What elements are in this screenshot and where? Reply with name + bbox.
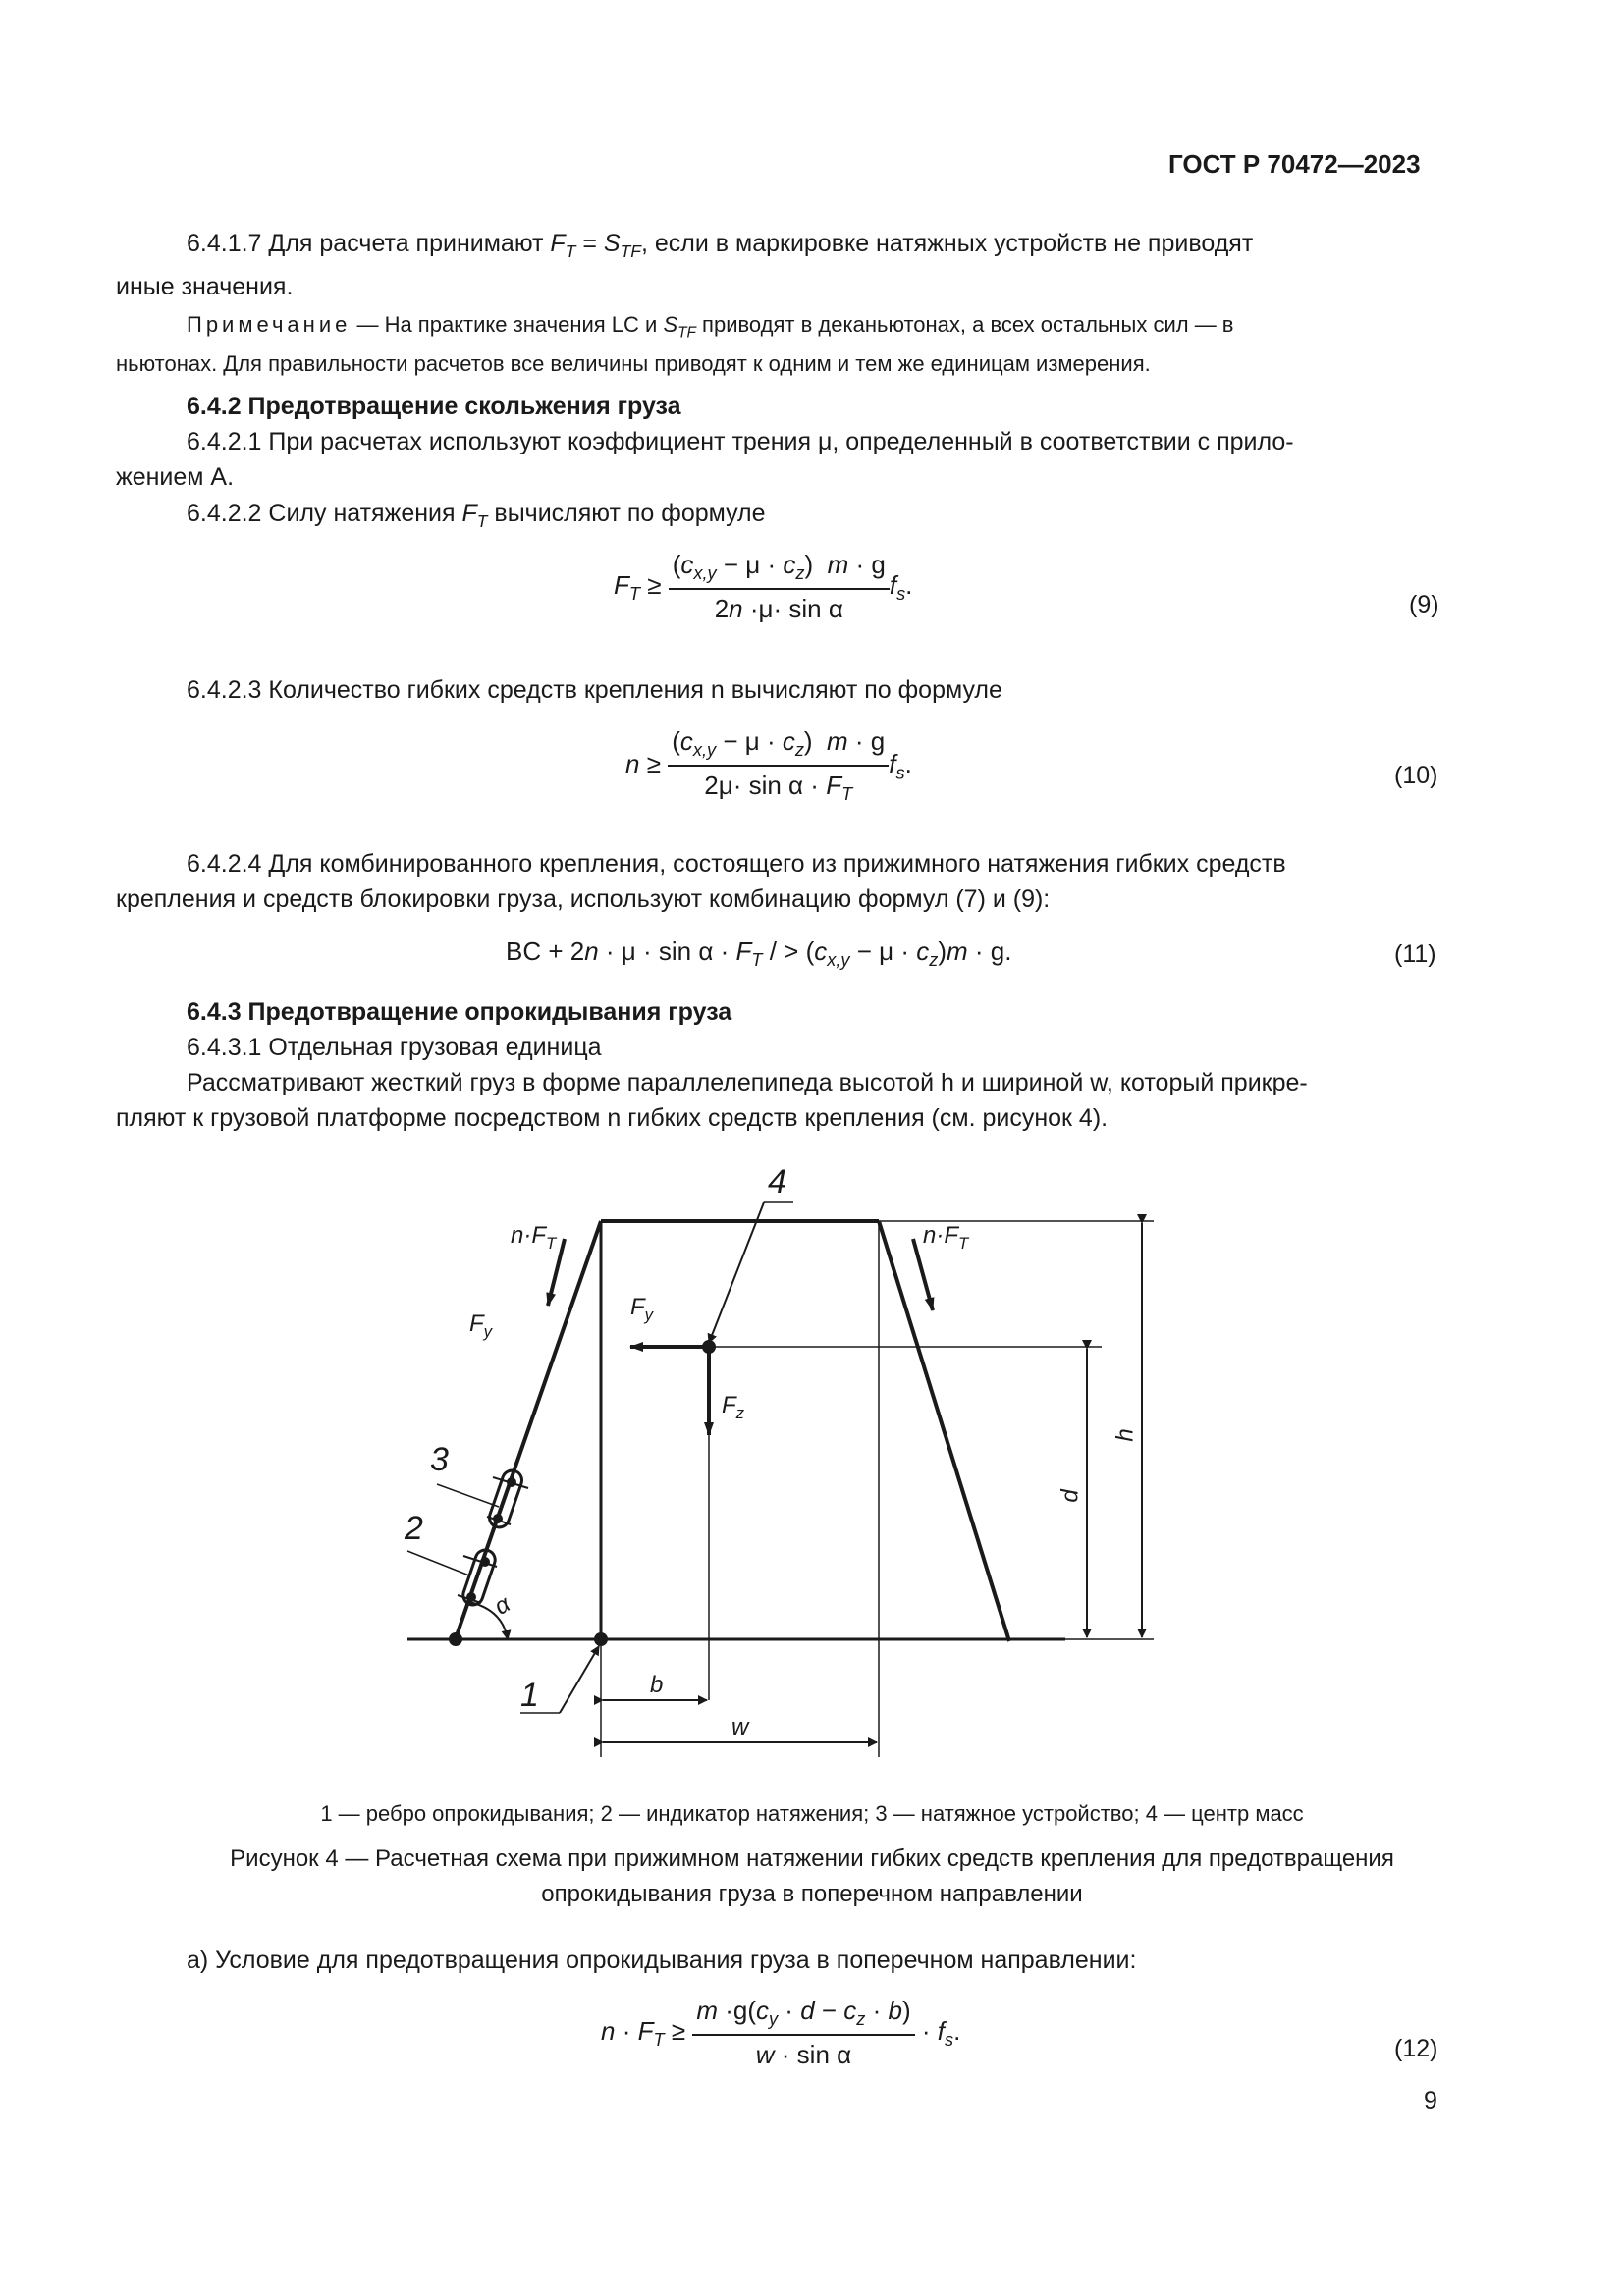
paragraph-6431: 6.4.3.1 Отдельная грузовая единица [187, 1034, 602, 1061]
formula-10: n ≥ $\frac{(c_{x,y} - \mu \cdot c_z) m \cdot g}{2\mu\cdot \sin \alpha \cdot F_T}$ $f_s$. [625, 726, 912, 805]
note-label: Примечание [187, 312, 352, 337]
note: Примечание — На практике значения LC и $S_{TF}$ приводят в деканьютонах, а всех остальных сил — в ньютонах. Для правильности расчетов все величины приводят к одним и тем же единицам измерения. [116, 312, 1234, 377]
tipping-edge-point [594, 1632, 608, 1646]
callout-1: 1 [520, 1677, 539, 1714]
figure-legend: 1 — ребро опрокидывания; 2 — индикатор натяжения; 3 — натяжное устройство; 4 — центр масс [320, 1801, 1304, 1826]
formula-9-number: (9) [1409, 591, 1439, 618]
label-d: d [1056, 1489, 1084, 1503]
label-nft-right: $n\cdot F_T$ [923, 1222, 969, 1253]
label-fy-top: $F_y$ [630, 1294, 654, 1324]
callout-2: 2 [405, 1510, 423, 1547]
paragraph-6424: 6.4.2.4 Для комбинированного крепления, состоящего из прижимного натяжения гибких средств крепления и средств блокировки груза, используют комбинацию формул (7) и (9): [116, 850, 1286, 913]
lashing-anchor-point [449, 1632, 462, 1646]
formula-11: BC + $2n \cdot \mu \cdot \sin \alpha \cdot F_T$ / > $(c_{x,y} - \mu \cdot c_z)m \cdot g$. [506, 936, 1012, 971]
formula-11-number: (11) [1394, 940, 1436, 968]
paragraph-6417: 6.4.1.7 Для расчета принимают $F_T = S_{TF}$, если в маркировке натяжных устройств не приводят иные значения. [116, 230, 1254, 300]
formula-9: $F_T$ ≥ $\frac{(c_{x,y} - \mu \cdot c_z) m \cdot g}{\text{2n ·μ· sin α}}$ $f_s$. [614, 550, 913, 624]
lashing-right [879, 1221, 1009, 1641]
formula-12-number: (12) [1394, 2035, 1438, 2062]
callout-3: 3 [430, 1441, 449, 1478]
formula-10-number: (10) [1394, 762, 1438, 789]
label-b: b [650, 1672, 664, 1698]
callout-4-leader [709, 1202, 764, 1343]
figure-caption: Рисунок 4 — Расчетная схема при прижимном натяжении гибких средств крепления для предотвращения опрокидывания груза в поперечном направлении [230, 1845, 1394, 1907]
label-nft-left: $n\cdot F_T$ [511, 1222, 557, 1253]
document-id: ГОСТ Р 70472—2023 [1168, 149, 1421, 179]
paragraph-6421: 6.4.2.1 При расчетах используют коэффициент трения μ, определенный в соответствии с прило- жением А. [116, 428, 1294, 491]
paragraph-6431-body: Рассматривают жесткий груз в форме параллелепипеда высотой h и шириной w, который прикре- пляют к грузовой платформе посредством n гибких средств крепления (см. рисунок 4). [116, 1069, 1308, 1132]
label-alpha: α [489, 1590, 515, 1621]
label-h: h [1111, 1428, 1139, 1442]
callout-1-leader [560, 1646, 599, 1713]
callout-2-leader [407, 1551, 469, 1575]
lashing-left [455, 1221, 601, 1641]
section-heading-643: 6.4.3 Предотвращение опрокидывания груза [187, 998, 732, 1026]
callout-3-leader [437, 1484, 499, 1507]
label-fy-left: $F_y$ [469, 1310, 493, 1341]
page-number: 9 [1424, 2087, 1437, 2114]
label-w: w [731, 1714, 749, 1740]
paragraph-6423: 6.4.2.3 Количество гибких средств крепления n вычисляют по формуле [187, 676, 1002, 704]
section-heading-642: 6.4.2 Предотвращение скольжения груза [187, 393, 681, 420]
callout-4: 4 [768, 1163, 786, 1201]
center-of-mass-point [702, 1340, 716, 1354]
formula-12: $n \cdot F_T$ ≥ $\frac{m \cdot g(c_y \cdot d - c_z \cdot b)}{\text{w · sin α}}$ · $f_s$. [601, 1996, 961, 2070]
condition-a: a) Условие для предотвращения опрокидывания груза в поперечном направлении: [187, 1947, 1137, 1974]
paragraph-6422: 6.4.2.2 Силу натяжения $F_T$ вычисляют по формуле [187, 500, 766, 531]
label-fz: $F_z$ [722, 1392, 745, 1422]
